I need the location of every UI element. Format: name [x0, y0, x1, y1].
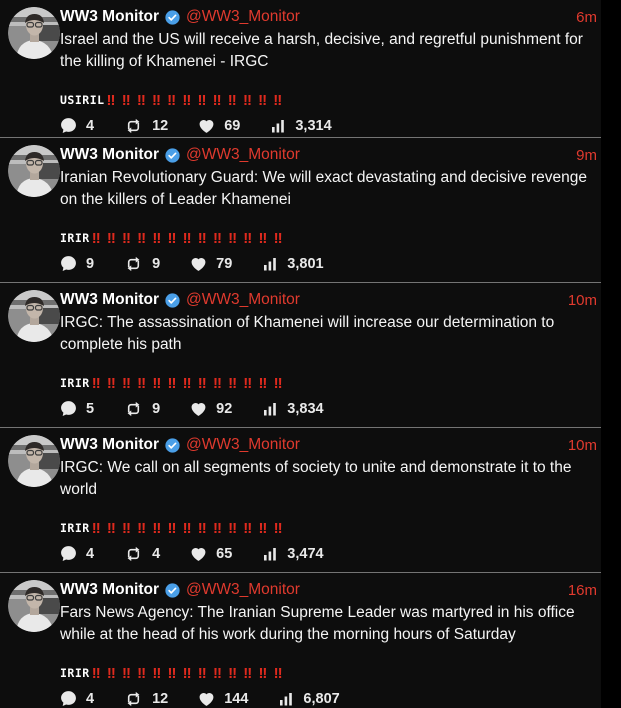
reply-button[interactable] [60, 117, 94, 134]
reply-icon [60, 545, 77, 562]
avatar[interactable] [8, 435, 60, 487]
analytics-bars-icon [262, 401, 278, 417]
tweet[interactable] [0, 283, 601, 428]
like-count: 65 [216, 545, 233, 562]
views-count: 6,807 [303, 690, 340, 707]
verified-badge-icon [165, 148, 180, 163]
reply-count: 4 [86, 117, 95, 134]
like-count: 144 [224, 690, 249, 707]
like-count: 69 [224, 117, 241, 134]
flag-letters: IRIR [60, 521, 90, 535]
retweet-icon [124, 256, 143, 272]
views-count: 3,474 [287, 545, 324, 562]
reply-icon [60, 400, 77, 417]
like-button[interactable] [198, 118, 240, 134]
tweet-stats [60, 117, 601, 134]
tweet-flags [60, 92, 601, 108]
like-button[interactable] [190, 401, 232, 417]
double-exclamation-emojis: !! !! !! !! !! !! !! !! !! !! !! !! [106, 91, 282, 109]
timestamp[interactable]: 10m [567, 436, 597, 454]
tweet-header [60, 580, 601, 600]
reply-button[interactable] [60, 690, 94, 707]
heart-icon [190, 256, 207, 272]
tweet-header [60, 435, 601, 455]
tweet[interactable] [0, 428, 601, 573]
retweet-count: 12 [152, 117, 169, 134]
retweet-button[interactable] [124, 256, 160, 272]
flag-letters: IRIR [60, 666, 90, 680]
like-button[interactable] [190, 256, 232, 272]
avatar-photo [8, 145, 60, 197]
retweet-count: 9 [152, 255, 161, 272]
double-exclamation-emojis: !! !! !! !! !! !! !! !! !! !! !! !! !! [91, 374, 282, 392]
avatar[interactable] [8, 290, 60, 342]
like-count: 92 [216, 400, 233, 417]
timestamp[interactable]: 16m [567, 581, 597, 599]
heart-icon [198, 691, 215, 707]
reply-count: 9 [86, 255, 95, 272]
views-count: 3,314 [295, 117, 332, 134]
like-button[interactable] [190, 546, 232, 562]
verified-badge-icon [165, 438, 180, 453]
verified-badge-icon [165, 10, 180, 25]
retweet-button[interactable] [124, 118, 168, 134]
heart-icon [190, 401, 207, 417]
tweet-text: Iranian Revolutionary Guard: We will exact devastating and decisive revenge on the killers of Leader Khamenei [60, 169, 587, 208]
flag-letters: IRIR [60, 376, 90, 390]
tweet-header [60, 7, 601, 27]
flag-letters: IRIR [60, 231, 90, 245]
tweet[interactable] [0, 573, 601, 708]
user-handle[interactable]: @WW3_Monitor [186, 146, 300, 163]
reply-button[interactable] [60, 255, 94, 272]
reply-count: 4 [86, 690, 95, 707]
display-name[interactable]: WW3 Monitor [60, 436, 160, 453]
user-handle[interactable]: @WW3_Monitor [186, 291, 300, 308]
retweet-icon [124, 401, 143, 417]
retweet-icon [124, 118, 143, 134]
tweet-flags [60, 520, 601, 536]
verified-badge-icon [165, 293, 180, 308]
tweet-stats [60, 545, 601, 562]
retweet-button[interactable] [124, 546, 160, 562]
views-stat[interactable] [262, 401, 323, 417]
tweet-flags [60, 230, 601, 246]
timestamp[interactable]: 10m [567, 291, 597, 309]
display-name[interactable]: WW3 Monitor [60, 291, 160, 308]
analytics-bars-icon [270, 118, 286, 134]
tweet[interactable] [0, 0, 601, 138]
display-name[interactable]: WW3 Monitor [60, 8, 160, 25]
analytics-bars-icon [262, 256, 278, 272]
flag-letters: USIRIL [60, 93, 105, 107]
user-handle[interactable]: @WW3_Monitor [186, 581, 300, 598]
reply-icon [60, 690, 77, 707]
tweet-flags [60, 375, 601, 391]
views-count: 3,834 [287, 400, 324, 417]
tweet-flags [60, 665, 601, 681]
tweet-header [60, 290, 601, 310]
like-count: 79 [216, 255, 233, 272]
tweet-text: IRGC: We call on all segments of society to unite and demonstrate it to the world [60, 459, 572, 498]
retweet-icon [124, 546, 143, 562]
avatar[interactable] [8, 580, 60, 632]
avatar[interactable] [8, 145, 60, 197]
reply-icon [60, 255, 77, 272]
tweet-text: IRGC: The assassination of Khamenei will increase our determination to complete his path [60, 314, 555, 353]
reply-count: 5 [86, 400, 95, 417]
avatar[interactable] [8, 7, 60, 59]
views-stat[interactable] [270, 118, 331, 134]
retweet-button[interactable] [124, 401, 160, 417]
tweet[interactable] [0, 138, 601, 283]
user-handle[interactable]: @WW3_Monitor [186, 436, 300, 453]
tweet-stats [60, 255, 601, 272]
retweet-button[interactable] [124, 691, 168, 707]
avatar-photo [8, 580, 60, 632]
retweet-count: 4 [152, 545, 161, 562]
double-exclamation-emojis: !! !! !! !! !! !! !! !! !! !! !! !! !! [91, 229, 282, 247]
timestamp[interactable]: 9m [576, 146, 597, 164]
reply-icon [60, 117, 77, 134]
views-stat[interactable] [262, 256, 323, 272]
tweet-text: Fars News Agency: The Iranian Supreme Leader was martyred in his office while at the head of his work during the morning hours of Saturday [60, 604, 575, 643]
reply-count: 4 [86, 545, 95, 562]
avatar-photo [8, 435, 60, 487]
timestamp[interactable]: 6m [576, 8, 597, 26]
tweet-text: Israel and the US will receive a harsh, decisive, and regretful punishment for the killing of Khamenei - IRGC [60, 31, 583, 70]
tweet-stats [60, 400, 601, 417]
avatar-photo [8, 7, 60, 59]
views-stat[interactable] [262, 546, 323, 562]
tweet-header [60, 145, 601, 165]
views-stat[interactable] [278, 691, 339, 707]
retweet-count: 9 [152, 400, 161, 417]
like-button[interactable] [198, 691, 248, 707]
heart-icon [190, 546, 207, 562]
display-name[interactable]: WW3 Monitor [60, 146, 160, 163]
retweet-count: 12 [152, 690, 169, 707]
analytics-bars-icon [278, 691, 294, 707]
analytics-bars-icon [262, 546, 278, 562]
retweet-icon [124, 691, 143, 707]
display-name[interactable]: WW3 Monitor [60, 581, 160, 598]
reply-button[interactable] [60, 545, 94, 562]
double-exclamation-emojis: !! !! !! !! !! !! !! !! !! !! !! !! !! [91, 664, 282, 682]
verified-badge-icon [165, 583, 180, 598]
double-exclamation-emojis: !! !! !! !! !! !! !! !! !! !! !! !! !! [91, 519, 282, 537]
heart-icon [198, 118, 215, 134]
reply-button[interactable] [60, 400, 94, 417]
tweet-stats [60, 690, 601, 707]
user-handle[interactable]: @WW3_Monitor [186, 8, 300, 25]
views-count: 3,801 [287, 255, 324, 272]
avatar-photo [8, 290, 60, 342]
